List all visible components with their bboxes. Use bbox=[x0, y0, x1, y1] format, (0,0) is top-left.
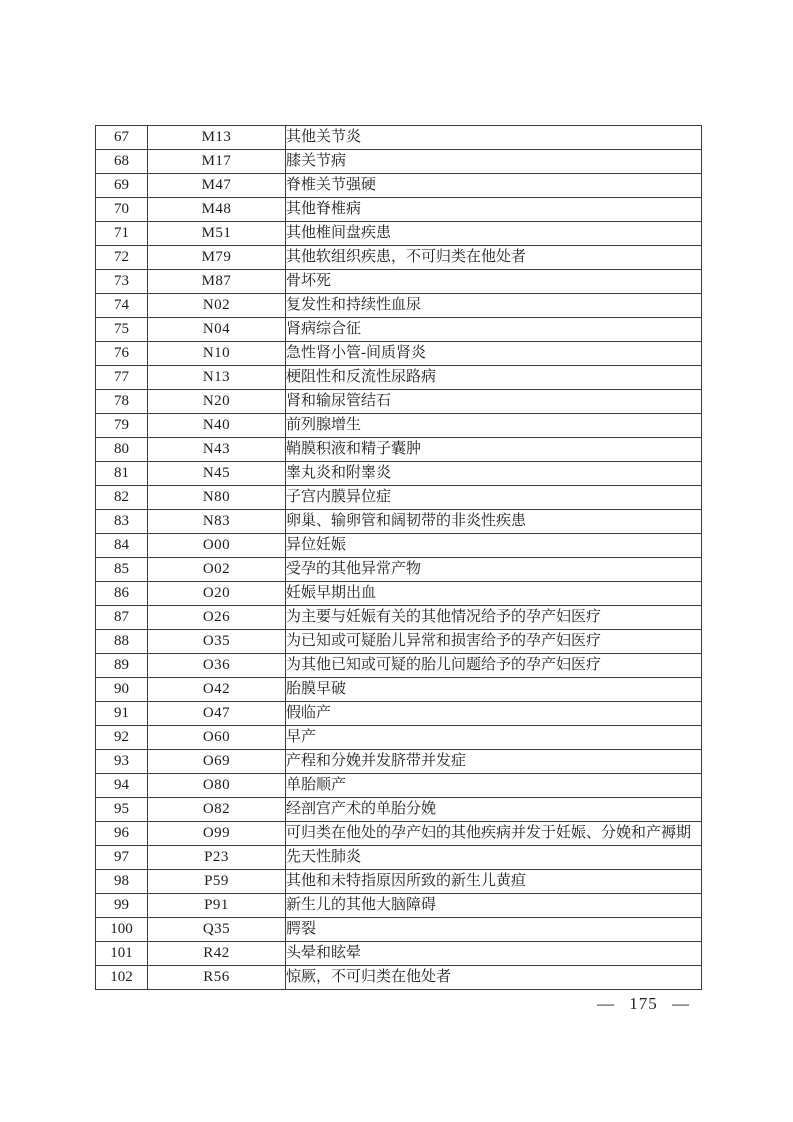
table-row bbox=[96, 438, 702, 462]
diagnosis-name: 肾病综合征 bbox=[286, 318, 702, 342]
table-row bbox=[96, 822, 702, 846]
table-row bbox=[96, 150, 702, 174]
row-number: 97 bbox=[96, 846, 148, 870]
diagnosis-name: 卵巢、输卵管和阔韧带的非炎性疾患 bbox=[286, 510, 702, 534]
diagnosis-name: 其他椎间盘疾患 bbox=[286, 222, 702, 246]
diagnosis-name: 骨坏死 bbox=[286, 270, 702, 294]
row-number: 81 bbox=[96, 462, 148, 486]
icd-code: N04 bbox=[148, 318, 286, 342]
row-number: 95 bbox=[96, 798, 148, 822]
diagnosis-name: 早产 bbox=[286, 726, 702, 750]
row-number: 93 bbox=[96, 750, 148, 774]
icd-code: M17 bbox=[148, 150, 286, 174]
icd-code: O20 bbox=[148, 582, 286, 606]
row-number: 80 bbox=[96, 438, 148, 462]
diagnosis-name: 其他和未特指原因所致的新生儿黄疸 bbox=[286, 870, 702, 894]
row-number: 88 bbox=[96, 630, 148, 654]
table-row bbox=[96, 222, 702, 246]
table-row bbox=[96, 846, 702, 870]
table-row bbox=[96, 414, 702, 438]
icd-code: N13 bbox=[148, 366, 286, 390]
diagnosis-name: 鞘膜积液和精子囊肿 bbox=[286, 438, 702, 462]
icd-code: O99 bbox=[148, 822, 286, 846]
table-row bbox=[96, 966, 702, 990]
table-row bbox=[96, 774, 702, 798]
row-number: 100 bbox=[96, 918, 148, 942]
icd-code: O00 bbox=[148, 534, 286, 558]
table-row bbox=[96, 246, 702, 270]
diagnosis-name: 先天性肺炎 bbox=[286, 846, 702, 870]
table-row bbox=[96, 486, 702, 510]
diagnosis-name: 肾和输尿管结石 bbox=[286, 390, 702, 414]
row-number: 94 bbox=[96, 774, 148, 798]
icd-code: N83 bbox=[148, 510, 286, 534]
icd-code: N10 bbox=[148, 342, 286, 366]
table-row bbox=[96, 534, 702, 558]
icd-code: N40 bbox=[148, 414, 286, 438]
table-row bbox=[96, 198, 702, 222]
row-number: 71 bbox=[96, 222, 148, 246]
table-row bbox=[96, 918, 702, 942]
diagnosis-name: 经剖宫产术的单胎分娩 bbox=[286, 798, 702, 822]
diagnosis-name: 脊椎关节强硬 bbox=[286, 174, 702, 198]
diagnosis-name: 可归类在他处的孕产妇的其他疾病并发于妊娠、分娩和产褥期 bbox=[286, 822, 702, 846]
diagnosis-name: 为主要与妊娠有关的其他情况给予的孕产妇医疗 bbox=[286, 606, 702, 630]
icd-code: M87 bbox=[148, 270, 286, 294]
row-number: 77 bbox=[96, 366, 148, 390]
icd-code: O47 bbox=[148, 702, 286, 726]
row-number: 102 bbox=[96, 966, 148, 990]
icd-code: O82 bbox=[148, 798, 286, 822]
table-row bbox=[96, 558, 702, 582]
table-row bbox=[96, 342, 702, 366]
icd-code: M13 bbox=[148, 126, 286, 150]
table-row bbox=[96, 798, 702, 822]
table-row bbox=[96, 582, 702, 606]
diagnosis-name: 膝关节病 bbox=[286, 150, 702, 174]
diagnosis-name: 为已知或可疑胎儿异常和损害给予的孕产妇医疗 bbox=[286, 630, 702, 654]
row-number: 75 bbox=[96, 318, 148, 342]
row-number: 72 bbox=[96, 246, 148, 270]
table-row bbox=[96, 702, 702, 726]
row-number: 98 bbox=[96, 870, 148, 894]
diagnosis-name: 腭裂 bbox=[286, 918, 702, 942]
row-number: 67 bbox=[96, 126, 148, 150]
row-number: 79 bbox=[96, 414, 148, 438]
row-number: 78 bbox=[96, 390, 148, 414]
row-number: 92 bbox=[96, 726, 148, 750]
row-number: 70 bbox=[96, 198, 148, 222]
icd-code-table bbox=[95, 125, 702, 990]
table-row bbox=[96, 462, 702, 486]
table-body bbox=[96, 126, 702, 990]
row-number: 69 bbox=[96, 174, 148, 198]
icd-code: M79 bbox=[148, 246, 286, 270]
row-number: 73 bbox=[96, 270, 148, 294]
diagnosis-name: 其他软组织疾患，不可归类在他处者 bbox=[286, 246, 702, 270]
diagnosis-name: 子宫内膜异位症 bbox=[286, 486, 702, 510]
table-row bbox=[96, 174, 702, 198]
table-row bbox=[96, 678, 702, 702]
diagnosis-name: 其他关节炎 bbox=[286, 126, 702, 150]
row-number: 86 bbox=[96, 582, 148, 606]
icd-code: R56 bbox=[148, 966, 286, 990]
diagnosis-name: 复发性和持续性血尿 bbox=[286, 294, 702, 318]
icd-code: N43 bbox=[148, 438, 286, 462]
row-number: 91 bbox=[96, 702, 148, 726]
icd-code: N20 bbox=[148, 390, 286, 414]
diagnosis-name: 异位妊娠 bbox=[286, 534, 702, 558]
icd-code: O35 bbox=[148, 630, 286, 654]
diagnosis-name: 产程和分娩并发脐带并发症 bbox=[286, 750, 702, 774]
diagnosis-name: 受孕的其他异常产物 bbox=[286, 558, 702, 582]
icd-code: N80 bbox=[148, 486, 286, 510]
icd-code: N02 bbox=[148, 294, 286, 318]
icd-code: P59 bbox=[148, 870, 286, 894]
row-number: 82 bbox=[96, 486, 148, 510]
icd-code: O42 bbox=[148, 678, 286, 702]
page-number: — 175 — bbox=[597, 994, 690, 1013]
diagnosis-name: 惊厥，不可归类在他处者 bbox=[286, 966, 702, 990]
table-row bbox=[96, 870, 702, 894]
table-row bbox=[96, 510, 702, 534]
icd-code: P91 bbox=[148, 894, 286, 918]
icd-code: O80 bbox=[148, 774, 286, 798]
row-number: 96 bbox=[96, 822, 148, 846]
icd-code: R42 bbox=[148, 942, 286, 966]
icd-code: O36 bbox=[148, 654, 286, 678]
table-row bbox=[96, 606, 702, 630]
diagnosis-name: 新生儿的其他大脑障碍 bbox=[286, 894, 702, 918]
diagnosis-name: 为其他已知或可疑的胎儿问题给予的孕产妇医疗 bbox=[286, 654, 702, 678]
table-row bbox=[96, 942, 702, 966]
table-row bbox=[96, 390, 702, 414]
icd-code: M47 bbox=[148, 174, 286, 198]
diagnosis-name: 急性肾小管-间质肾炎 bbox=[286, 342, 702, 366]
icd-code: N45 bbox=[148, 462, 286, 486]
table-row bbox=[96, 654, 702, 678]
diagnosis-name: 睾丸炎和附睾炎 bbox=[286, 462, 702, 486]
icd-code: O60 bbox=[148, 726, 286, 750]
row-number: 84 bbox=[96, 534, 148, 558]
diagnosis-name: 头晕和眩晕 bbox=[286, 942, 702, 966]
row-number: 90 bbox=[96, 678, 148, 702]
diagnosis-name: 单胎顺产 bbox=[286, 774, 702, 798]
row-number: 74 bbox=[96, 294, 148, 318]
table-row bbox=[96, 726, 702, 750]
icd-code: M51 bbox=[148, 222, 286, 246]
table-row bbox=[96, 630, 702, 654]
icd-code: O69 bbox=[148, 750, 286, 774]
row-number: 83 bbox=[96, 510, 148, 534]
row-number: 99 bbox=[96, 894, 148, 918]
table-row bbox=[96, 270, 702, 294]
diagnosis-name: 前列腺增生 bbox=[286, 414, 702, 438]
diagnosis-name: 梗阻性和反流性尿路病 bbox=[286, 366, 702, 390]
icd-code: M48 bbox=[148, 198, 286, 222]
table-row bbox=[96, 366, 702, 390]
icd-code: P23 bbox=[148, 846, 286, 870]
row-number: 85 bbox=[96, 558, 148, 582]
table-row bbox=[96, 750, 702, 774]
table-row bbox=[96, 894, 702, 918]
table-row bbox=[96, 294, 702, 318]
diagnosis-name: 妊娠早期出血 bbox=[286, 582, 702, 606]
table-row bbox=[96, 126, 702, 150]
icd-code: O26 bbox=[148, 606, 286, 630]
icd-code: Q35 bbox=[148, 918, 286, 942]
diagnosis-name: 胎膜早破 bbox=[286, 678, 702, 702]
row-number: 87 bbox=[96, 606, 148, 630]
row-number: 101 bbox=[96, 942, 148, 966]
row-number: 76 bbox=[96, 342, 148, 366]
row-number: 89 bbox=[96, 654, 148, 678]
icd-code: O02 bbox=[148, 558, 286, 582]
table-row bbox=[96, 318, 702, 342]
diagnosis-name: 假临产 bbox=[286, 702, 702, 726]
diagnosis-name: 其他脊椎病 bbox=[286, 198, 702, 222]
row-number: 68 bbox=[96, 150, 148, 174]
